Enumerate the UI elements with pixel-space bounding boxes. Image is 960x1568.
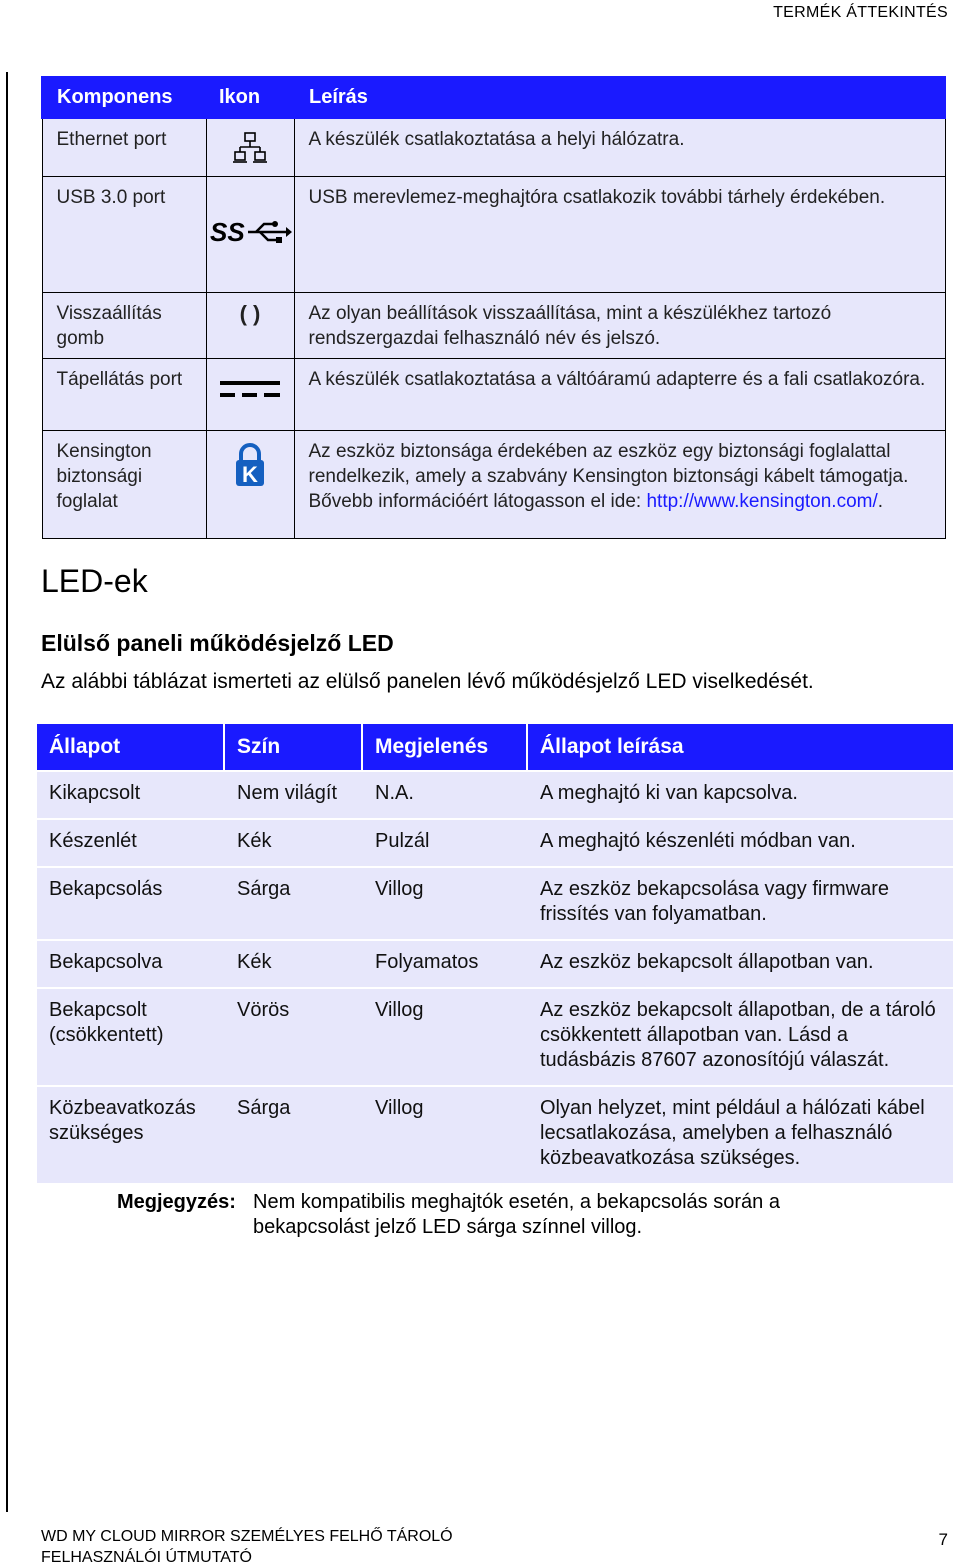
component-table-header bbox=[42, 77, 945, 118]
header-description: Leírás bbox=[294, 77, 945, 118]
component-name: Kensington biztonsági foglalat bbox=[42, 431, 206, 539]
component-description: Az olyan beállítások visszaállítása, mint a készülékhez tartozó rendszergazdai felhasználó név és jelszó. bbox=[294, 293, 945, 359]
table-row bbox=[42, 177, 945, 293]
component-description bbox=[294, 431, 945, 539]
icon-cell bbox=[206, 118, 294, 177]
header-state: Állapot bbox=[37, 724, 225, 770]
component-table bbox=[41, 76, 946, 539]
table-row bbox=[37, 987, 953, 1085]
led-description: Olyan helyzet, mint például a hálózati kábel lecsatlakozása, amelyben a felhasználó közbeavatkozása szükséges. bbox=[528, 1085, 953, 1183]
subsection-title: Elülső paneli működésjelző LED bbox=[41, 630, 394, 656]
component-name: USB 3.0 port bbox=[42, 177, 206, 293]
component-description: A készülék csatlakoztatása a váltóáramú adapterre és a fali csatlakozóra. bbox=[294, 359, 945, 431]
note-text: Nem kompatibilis meghajtók esetén, a bekapcsolás során a bekapcsolást jelző LED sárga színnel villog. bbox=[253, 1191, 780, 1238]
icon-cell bbox=[206, 431, 294, 539]
led-appearance: Pulzál bbox=[363, 818, 528, 866]
header-icon: Ikon bbox=[206, 77, 294, 118]
kensington-k-label: K bbox=[242, 462, 258, 487]
kensington-link-period: . bbox=[877, 491, 884, 512]
component-description: USB merevlemez-meghajtóra csatlakozik további tárhely érdekében. bbox=[294, 177, 945, 293]
component-name: Tápellátás port bbox=[42, 359, 206, 431]
table-row bbox=[37, 818, 953, 866]
table-row bbox=[37, 866, 953, 939]
led-color: Kék bbox=[225, 939, 363, 987]
kensington-lock-icon bbox=[233, 443, 267, 487]
dc-power-icon bbox=[220, 375, 280, 405]
led-description: Az eszköz bekapcsolása vagy firmware frissítés van folyamatban. bbox=[528, 866, 953, 939]
led-color: Nem világít bbox=[225, 770, 363, 818]
running-header: TERMÉK ÁTTEKINTÉS bbox=[773, 4, 948, 21]
icon-cell bbox=[206, 359, 294, 431]
note-label: Megjegyzés: bbox=[117, 1191, 236, 1213]
footer-line-1: WD MY CLOUD MIRROR SZEMÉLYES FELHŐ TÁROLÓ bbox=[41, 1528, 453, 1545]
kensington-description: Az eszköz biztonsága érdekében az eszköz egy biztonsági foglalattal rendelkezik, amely a szabvány Kensington biztonsági kábelt támogatja. Bővebb információért látogasson el ide: bbox=[308, 441, 909, 512]
header-component: Komponens bbox=[42, 77, 206, 118]
led-description: Az eszköz bekapcsolt állapotban van. bbox=[528, 939, 953, 987]
component-name: Visszaállítás gomb bbox=[42, 293, 206, 359]
margin-rule bbox=[6, 72, 8, 1512]
led-appearance: N.A. bbox=[363, 770, 528, 818]
led-color: Sárga bbox=[225, 866, 363, 939]
led-table bbox=[37, 724, 953, 1183]
footer-line-2: FELHASZNÁLÓI ÚTMUTATÓ bbox=[41, 1549, 252, 1566]
component-description: A készülék csatlakoztatása a helyi hálózatra. bbox=[294, 118, 945, 177]
header-appearance: Megjelenés bbox=[363, 724, 528, 770]
usb-ss-label: SS bbox=[210, 217, 245, 247]
led-appearance: Villog bbox=[363, 1085, 528, 1183]
icon-cell bbox=[206, 177, 294, 293]
led-color: Kék bbox=[225, 818, 363, 866]
led-color: Vörös bbox=[225, 987, 363, 1085]
table-row bbox=[37, 770, 953, 818]
table-row bbox=[37, 939, 953, 987]
led-description: A meghajtó ki van kapcsolva. bbox=[528, 770, 953, 818]
led-description: A meghajtó készenléti módban van. bbox=[528, 818, 953, 866]
kensington-link[interactable]: http://www.kensington.com/ bbox=[646, 491, 878, 512]
led-state: Bekapcsolt (csökkentett) bbox=[37, 987, 225, 1085]
table-row bbox=[42, 359, 945, 431]
component-name: Ethernet port bbox=[42, 118, 206, 177]
led-appearance: Villog bbox=[363, 987, 528, 1085]
ethernet-icon bbox=[230, 129, 270, 169]
table-row bbox=[37, 1085, 953, 1183]
led-appearance: Folyamatos bbox=[363, 939, 528, 987]
led-state: Bekapcsolás bbox=[37, 866, 225, 939]
header-color: Szín bbox=[225, 724, 363, 770]
led-color: Sárga bbox=[225, 1085, 363, 1183]
intro-paragraph: Az alábbi táblázat ismerteti az elülső panelen lévő működésjelző LED viselkedését. bbox=[41, 670, 814, 693]
led-state: Közbeavatkozás szükséges bbox=[37, 1085, 225, 1183]
led-description: Az eszköz bekapcsolt állapotban, de a tároló csökkentett állapotban van. Lásd a tudásbázis 87607 azonosítójú válaszát. bbox=[528, 987, 953, 1085]
icon-cell bbox=[206, 293, 294, 359]
table-row bbox=[42, 293, 945, 359]
footer-title bbox=[41, 1526, 453, 1568]
table-row bbox=[42, 118, 945, 177]
led-state: Készenlét bbox=[37, 818, 225, 866]
led-state: Bekapcsolva bbox=[37, 939, 225, 987]
header-state-description: Állapot leírása bbox=[528, 724, 953, 770]
usb-superspeed-icon bbox=[208, 217, 292, 247]
reset-button-icon: ( ) bbox=[239, 301, 261, 326]
page-number: 7 bbox=[938, 1530, 948, 1549]
led-state: Kikapcsolt bbox=[37, 770, 225, 818]
led-table-header bbox=[37, 724, 953, 770]
section-title: LED-ek bbox=[41, 563, 148, 599]
table-row bbox=[42, 431, 945, 539]
led-appearance: Villog bbox=[363, 866, 528, 939]
